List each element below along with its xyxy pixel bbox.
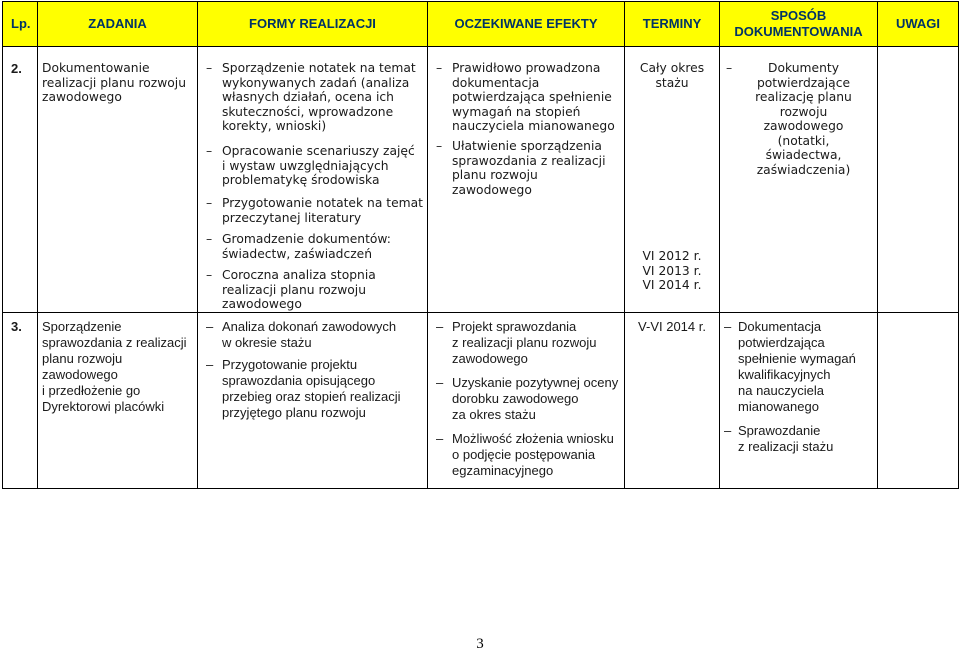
header-row — [3, 2, 959, 47]
item-line: przeczytanej literatury — [222, 210, 362, 225]
item-line: wymagań na stopień — [452, 104, 581, 119]
dates-bottom — [625, 249, 719, 293]
documentation-cell — [720, 312, 878, 488]
list-item — [198, 357, 427, 421]
item-line: z realizacji planu rozwoju — [452, 334, 597, 350]
remarks-cell — [878, 47, 959, 313]
item-line: Dokumenty — [768, 61, 839, 75]
item-line: korekty, wnioski) — [222, 119, 327, 133]
item-line: w okresie stażu — [222, 334, 312, 350]
dash-bullet: – — [724, 318, 732, 334]
item-line: rozwoju — [779, 104, 828, 119]
item-line: Sprawozdanie — [738, 422, 821, 438]
item-line: Możliwość złożenia wniosku — [452, 430, 614, 446]
task-line: Sporządzenie — [42, 318, 122, 334]
item-line: świadectw, zaświadczeń — [222, 246, 373, 261]
dash-bullet: – — [436, 61, 443, 75]
item-line: skuteczności, wprowadzone — [222, 104, 394, 119]
item-line: zawodowego — [763, 119, 844, 133]
dash-bullet: – — [206, 356, 214, 372]
task-cell — [38, 47, 198, 313]
dash-bullet: – — [206, 196, 213, 210]
item-line: Ułatwienie sporządzenia — [452, 139, 602, 153]
header-formy: FORMY REALIZACJI — [198, 2, 428, 47]
item-line: z realizacji stażu — [738, 438, 834, 454]
item-line: przebieg oraz stopień realizacji — [222, 388, 401, 404]
header-sposob-line1: SPOSÓB — [770, 8, 827, 23]
dash-bullet: – — [436, 374, 444, 390]
item-line: sprawozdania opisującego — [222, 372, 376, 388]
effects-cell — [428, 312, 625, 488]
item-line: realizację planu — [755, 90, 852, 104]
item-line: i wystaw uwzględniających — [222, 158, 389, 173]
item-line: potwierdzające — [756, 75, 851, 90]
dash-bullet: – — [724, 422, 732, 438]
dash-bullet: – — [436, 139, 443, 153]
dash-bullet: – — [206, 232, 213, 246]
task-cell — [38, 312, 198, 488]
list-item — [198, 144, 427, 196]
header-sposob — [720, 2, 878, 47]
item-line: zaświadczenia) — [756, 162, 851, 177]
documentation-cell — [720, 47, 878, 313]
list-item — [198, 196, 427, 232]
dash-bullet: – — [726, 61, 733, 75]
row-number: 2. — [3, 47, 38, 313]
item-line: planu rozwoju zawodowego — [452, 168, 538, 197]
page-number: 3 — [476, 636, 484, 652]
dash-bullet: – — [206, 61, 213, 75]
header-zadania: ZADANIA — [38, 2, 198, 47]
item-line: sprawozdania z realizacji — [452, 153, 606, 168]
task-line: zawodowego — [42, 366, 118, 382]
header-sposob-line2: DOKUMENTOWANIA — [734, 24, 863, 39]
task-line: Dyrektorowi placówki — [42, 398, 165, 414]
list-item — [720, 423, 877, 455]
task-line: zawodowego — [42, 90, 122, 104]
list-item — [198, 319, 427, 357]
list-item — [198, 61, 427, 144]
item-line: Przygotowanie notatek na temat — [222, 196, 423, 210]
list-item — [428, 319, 624, 375]
task-line: i przedłożenie go — [42, 382, 141, 398]
item-line: realizacji planu rozwoju — [222, 282, 367, 297]
item-line: Sporządzenie notatek na temat — [222, 61, 416, 75]
dash-bullet: – — [206, 144, 213, 158]
item-line: Coroczna analiza stopnia — [222, 268, 376, 282]
header-uwagi: UWAGI — [878, 2, 959, 47]
dates-cell — [625, 312, 720, 488]
task-line: realizacji planu rozwoju — [42, 75, 187, 90]
list-item — [198, 232, 427, 268]
plan-table — [2, 1, 959, 489]
item-line: nauczyciela mianowanego — [452, 119, 615, 133]
list-item — [428, 139, 624, 197]
item-line: własnych działań, ocena ich — [222, 90, 394, 104]
date-line: V-VI 2014 r. — [638, 318, 706, 334]
table-row — [3, 47, 959, 313]
header-terminy: TERMINY — [625, 2, 720, 47]
effects-cell — [428, 47, 625, 313]
list-item — [198, 268, 427, 312]
item-line: Dokumentacja — [738, 318, 822, 334]
task-line: planu rozwoju — [42, 350, 123, 366]
item-line: świadectwa, — [765, 148, 842, 162]
table-row — [3, 312, 959, 488]
item-line: wykonywanych zadań (analiza — [222, 75, 410, 90]
date-line: VI 2014 r. — [642, 278, 702, 292]
date-line: Cały okres — [639, 61, 705, 75]
list-item — [428, 431, 624, 479]
item-line: na nauczyciela — [738, 382, 824, 398]
item-line: za okres stażu — [452, 406, 536, 422]
forms-cell — [198, 312, 428, 488]
item-line: egzaminacyjnego — [452, 462, 554, 478]
forms-cell — [198, 47, 428, 313]
item-line: Analiza dokonań zawodowych — [222, 318, 397, 334]
item-line: zawodowego — [452, 350, 528, 366]
dash-bullet: – — [206, 268, 213, 282]
dates-top — [625, 61, 719, 249]
item-line: dorobku zawodowego — [452, 390, 579, 406]
dash-bullet: – — [436, 318, 444, 334]
task-line: sprawozdania z realizacji — [42, 334, 187, 350]
item-line: o podjęcie postępowania — [452, 446, 596, 462]
item-line: Gromadzenie dokumentów: — [222, 232, 391, 246]
date-line: VI 2013 r. — [642, 263, 702, 278]
header-lp: Lp. — [3, 2, 38, 47]
dash-bullet: – — [206, 318, 214, 334]
item-line: kwalifikacyjnych — [738, 366, 831, 382]
item-line: problematykę środowiska — [222, 173, 380, 187]
task-line: Dokumentowanie — [42, 61, 150, 75]
item-line: Projekt sprawozdania — [452, 318, 577, 334]
item-line: potwierdzająca — [738, 334, 825, 350]
item-line: zawodowego — [222, 297, 302, 311]
item-line: Przygotowanie projektu — [222, 356, 358, 372]
item-line: Prawidłowo prowadzona — [452, 61, 601, 75]
date-line: VI 2012 r. — [642, 249, 702, 263]
item-line: dokumentacja — [452, 75, 540, 90]
list-item — [428, 375, 624, 431]
list-item — [720, 319, 877, 423]
dash-bullet: – — [436, 430, 444, 446]
row-number: 3. — [3, 312, 38, 488]
item-line: Opracowanie scenariuszy zajęć — [222, 144, 415, 158]
item-line: Uzyskanie pozytywnej oceny — [452, 374, 619, 390]
header-efekty: OCZEKIWANE EFEKTY — [428, 2, 625, 47]
list-item — [720, 61, 877, 177]
remarks-cell — [878, 312, 959, 488]
list-item — [428, 61, 624, 139]
dates-cell — [625, 47, 720, 313]
date-line: stażu — [655, 75, 689, 90]
item-line: spełnienie wymagań — [738, 350, 856, 366]
item-line: mianowanego — [738, 398, 819, 414]
item-line: potwierdzająca spełnienie — [452, 90, 612, 104]
item-line: (notatki, — [777, 133, 830, 148]
item-line: przyjętego planu rozwoju — [222, 404, 366, 420]
